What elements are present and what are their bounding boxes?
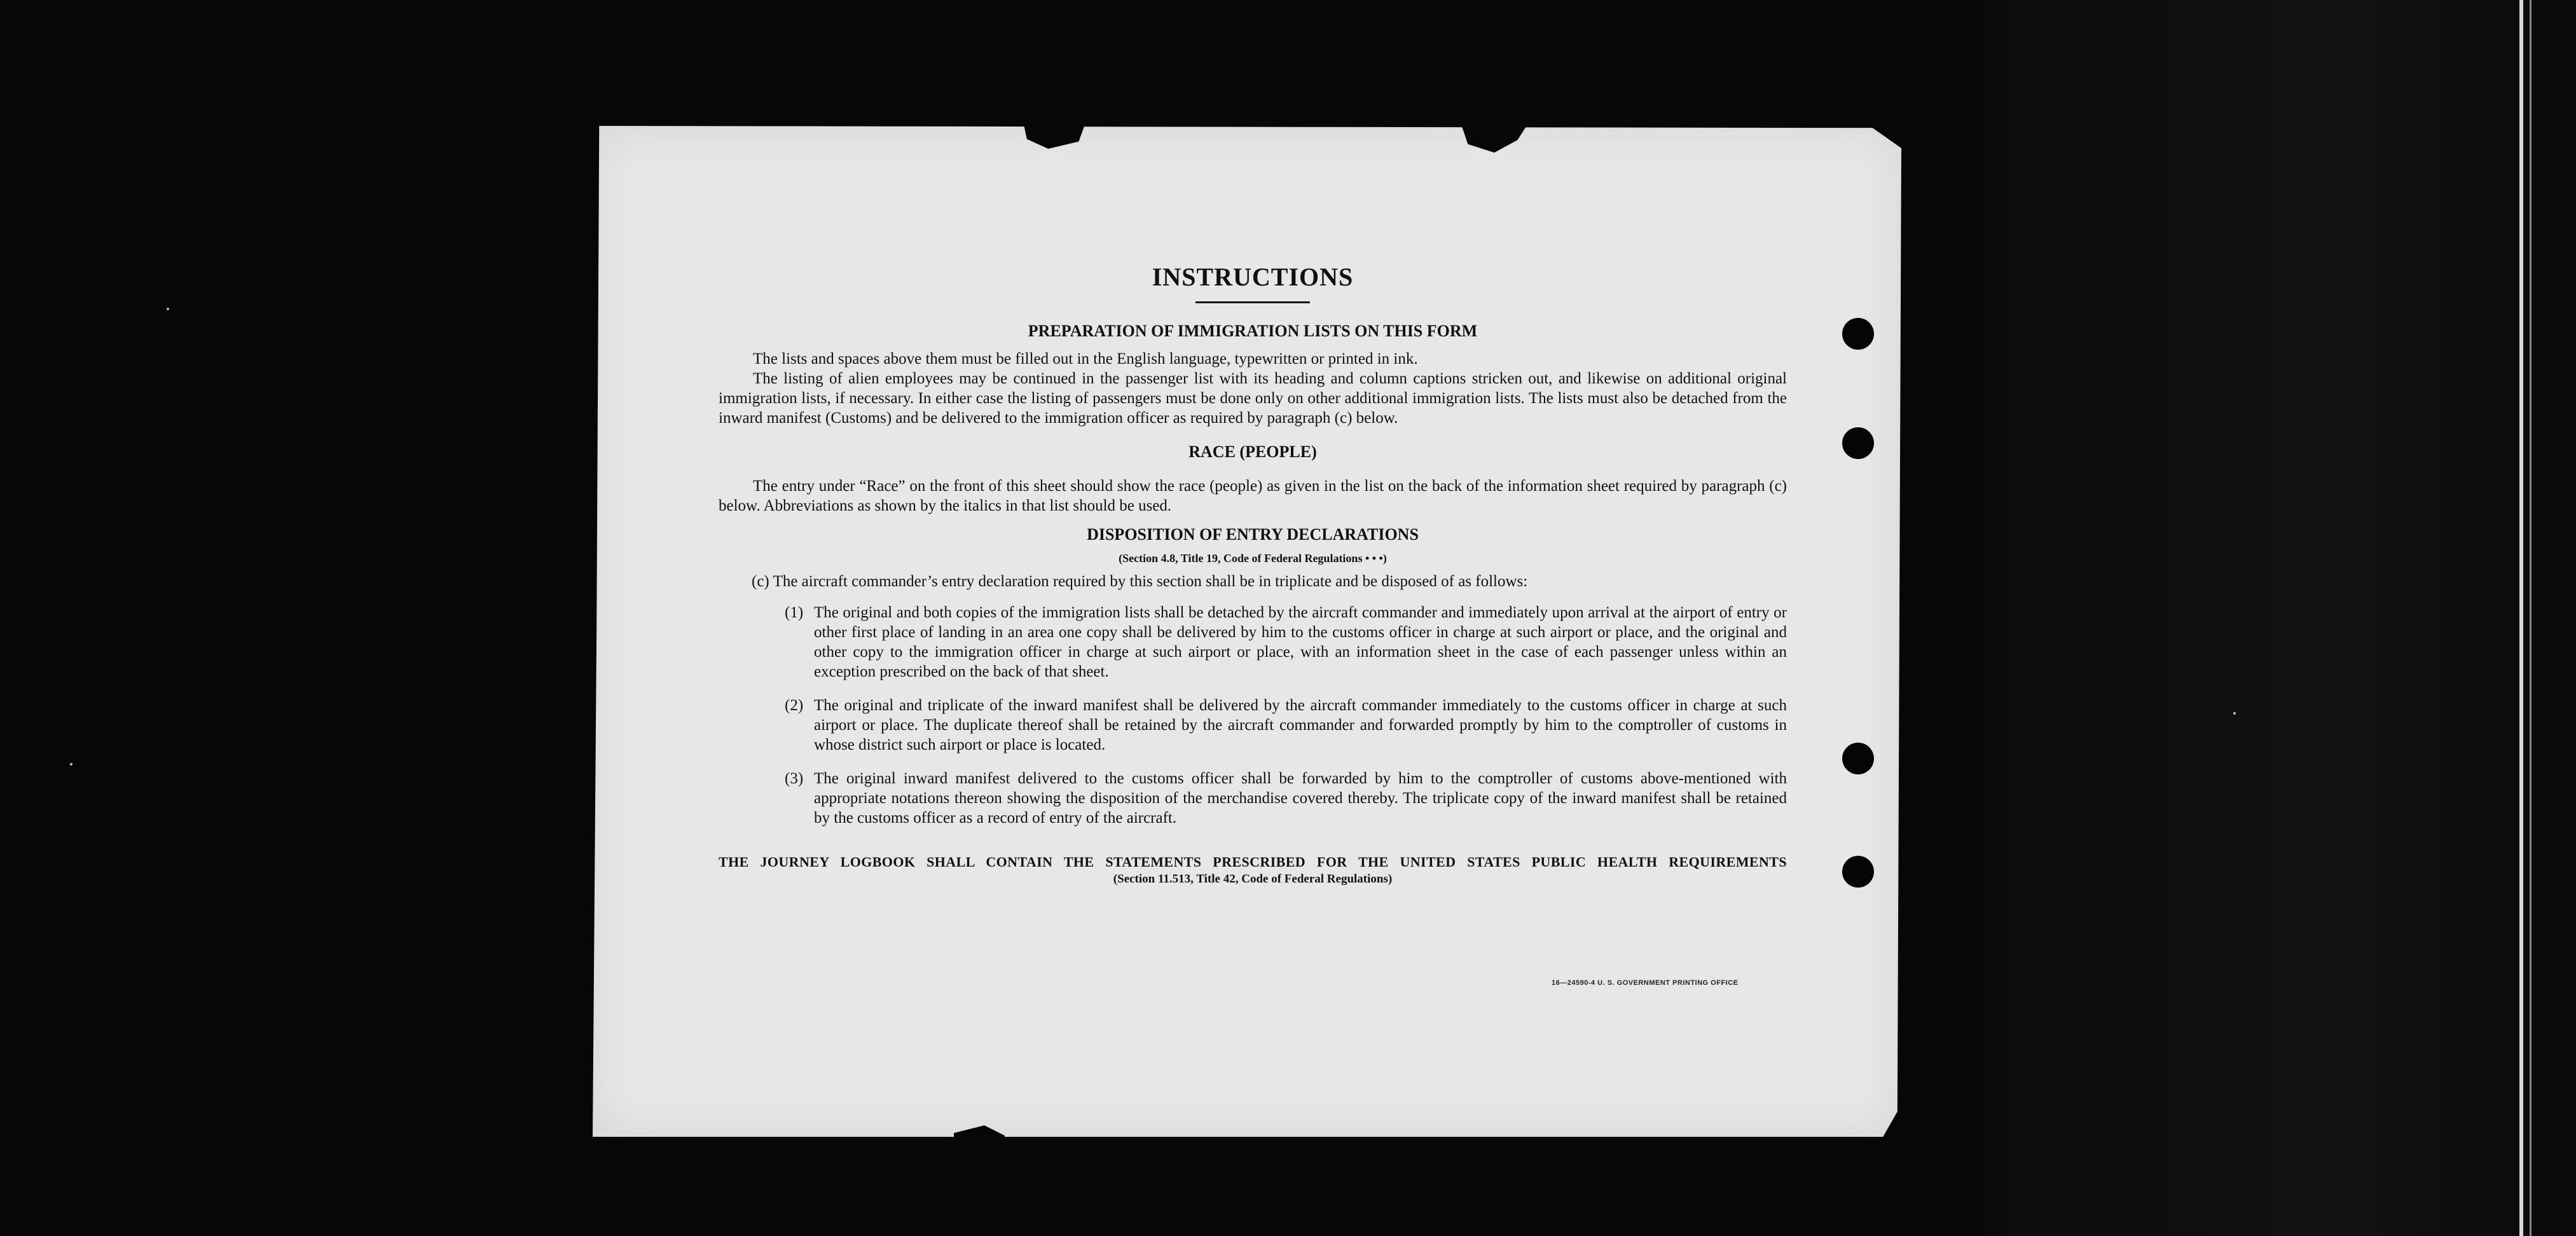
disposition-item xyxy=(785,696,1787,755)
instructions-document xyxy=(719,254,1787,888)
paragraph-c-text: The aircraft commander’s entry declaration required by this section shall be in triplicate and be disposed of as follows: xyxy=(773,573,1528,590)
punch-hole xyxy=(1842,318,1874,350)
disposition-heading: DISPOSITION OF ENTRY DECLARATIONS xyxy=(1087,525,1419,544)
paragraph-c-label: (c) xyxy=(752,573,769,590)
preparation-heading: PREPARATION OF IMMIGRATION LISTS ON THIS FORM xyxy=(1028,322,1478,340)
printing-office-imprint: 16—24590-4 U. S. GOVERNMENT PRINTING OFFICE xyxy=(1552,979,1739,987)
disposition-item-text: The original and triplicate of the inward manifest shall be delivered by the aircraft commander immediately to the customs officer in charge at such airport or place. The duplicate thereof shall be retained by the aircraft commander and forwarded promptly by him to the comptroller of customs in whose district such airport or place is located. xyxy=(814,697,1787,753)
logbook-reference: (Section 11.513, Title 42, Code of Federal Regulations) xyxy=(1113,872,1393,886)
title-underline xyxy=(1195,301,1310,303)
race-paragraph: The entry under “Race” on the front of this sheet should show the race (people) as given in the list on the back of the information sheet required by paragraph (c) below. Abbreviations as shown by the italics in that list should be used. xyxy=(719,477,1787,514)
disposition-item-number: (3) xyxy=(785,770,804,787)
disposition-item-number: (1) xyxy=(785,604,804,621)
film-edge-line xyxy=(2519,0,2523,1236)
disposition-item-number: (2) xyxy=(785,697,804,714)
disposition-reference: (Section 4.8, Title 19, Code of Federal Regulations • • •) xyxy=(1119,552,1387,565)
disposition-item xyxy=(785,769,1787,828)
film-edge-line-secondary xyxy=(2530,0,2531,1236)
preparation-paragraph-1: The lists and spaces above them must be filled out in the English language, typewritten or printed in ink. xyxy=(753,350,1418,367)
logbook-heading: THE JOURNEY LOGBOOK SHALL CONTAIN THE STATEMENTS PRESCRIBED FOR THE UNITED STATES PUBLIC HEALTH REQUIREMENTS xyxy=(719,854,1787,870)
punch-hole xyxy=(1842,743,1874,774)
document-title: INSTRUCTIONS xyxy=(1152,263,1354,291)
punch-hole xyxy=(1842,427,1874,459)
dust-speck xyxy=(167,308,169,310)
paragraph-c-intro xyxy=(752,572,1787,591)
race-heading: RACE (PEOPLE) xyxy=(1188,443,1317,461)
disposition-item xyxy=(785,603,1787,682)
dust-speck xyxy=(2233,712,2236,715)
punch-hole xyxy=(1842,856,1874,888)
disposition-item-text: The original inward manifest delivered to the customs officer shall be forwarded by him to the comptroller of customs above-mentioned with appropriate notations thereon showing the disposition of the merchandise covered thereby. The triplicate copy of the inward manifest shall be retained by the customs officer as a record of entry of the aircraft. xyxy=(814,770,1787,827)
dust-speck xyxy=(70,763,72,766)
preparation-paragraph-2: The listing of alien employees may be continued in the passenger list with its heading and column captions stricken out, and likewise on additional original immigration lists, if necessary. In either case the listing of passengers must be done only on other additional immigration lists. The lists must also be detached from the inward manifest (Customs) and be delivered to the immigration officer as required by paragraph (c) below. xyxy=(719,370,1787,427)
scanner-shadow-band xyxy=(1984,0,2576,1236)
disposition-item-text: The original and both copies of the immigration lists shall be detached by the aircraft commander and immediately upon arrival at the airport of entry or other first place of landing in an area one copy shall be delivered by him to the customs officer in charge at such airport or place, and the original and other copy to the immigration officer in charge at such airport or place, with an information sheet in the case of each passenger unless within an exception prescribed on the back of that sheet. xyxy=(814,604,1787,680)
